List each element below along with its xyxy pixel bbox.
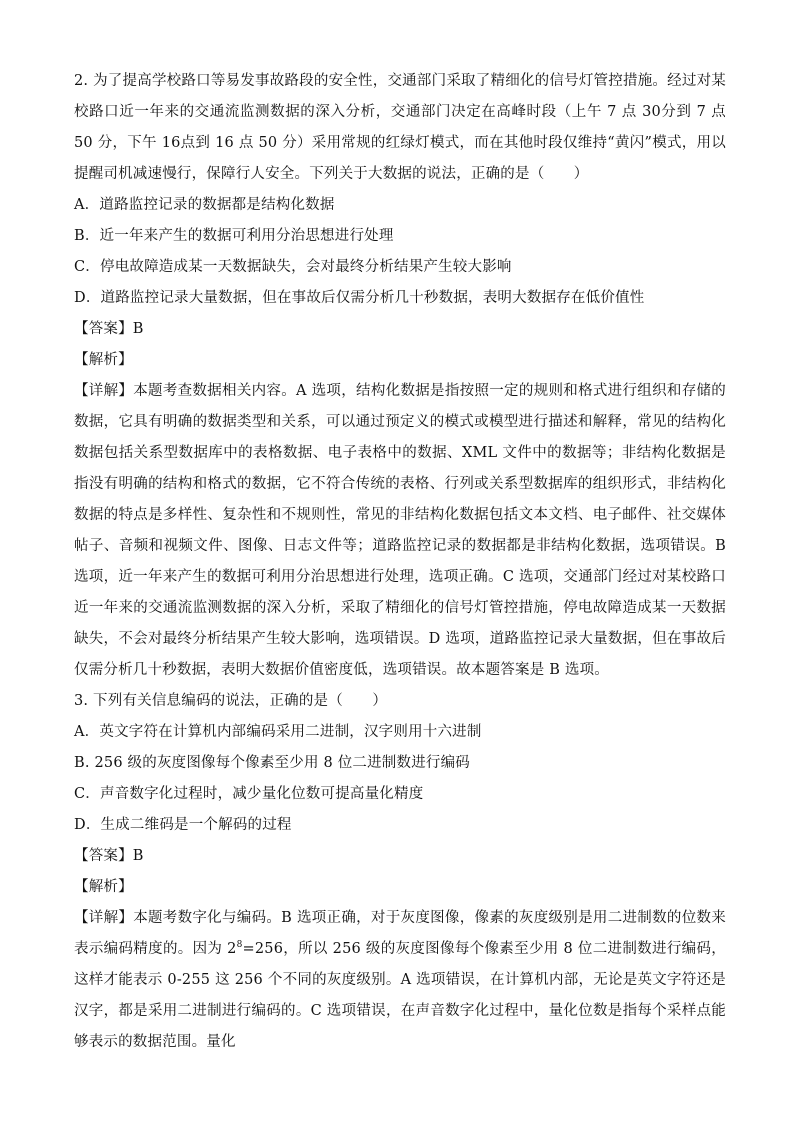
question-2-answer: 【答案】B xyxy=(74,321,144,337)
question-3-answer: 【答案】B xyxy=(74,848,144,864)
question-3-analysis-label: 【解析】 xyxy=(74,879,133,895)
question-2-analysis-label: 【解析】 xyxy=(74,352,133,368)
question-3-detail-part-2: =256，所以 256 级的灰度图像每个像素至少用 8 位二进制数进行编码，这样才能表示 0-255 这 256 个不同的灰度级别。A 选项错误，在计算机内部，无论是英文字符还是汉字，都是采用二进制进行编码的。C 选项错误，在声音数字化过程中，量化位数是指每个采样点能够表示的数据范围。量化 xyxy=(74,941,726,1050)
question-2-option-b: B．近一年来产生的数据可利用分治思想进行处理 xyxy=(74,228,394,244)
document-body xyxy=(74,66,726,1058)
question-3-option-a: A．英文字符在计算机内部编码采用二进制，汉字则用十六进制 xyxy=(74,724,482,740)
question-3-stem: 3. 下列有关信息编码的说法，正确的是（ ） xyxy=(74,693,388,709)
question-3-option-b: B. 256 级的灰度图像每个像素至少用 8 位二进制数进行编码 xyxy=(74,755,471,771)
question-2-option-c: C．停电故障造成某一天数据缺失，会对最终分析结果产生较大影响 xyxy=(74,259,512,275)
question-2-stem: 2. 为了提高学校路口等易发事故路段的安全性，交通部门采取了精细化的信号灯管控措施。经过对某校路口近一年来的交通流监测数据的深入分析，交通部门决定在高峰时段（上午 7 点 30分到 7 点 50 分，下午 16点到 16 点 50 分）采用常规的红绿灯模式，而在其他时段仅维持“黄闪”模式，用以提醒司机减速慢行，保障行人安全。下列关于大数据的说法，正确的是（ ） xyxy=(74,73,726,182)
question-3-option-c: C．声音数字化过程时，减少量化位数可提高量化精度 xyxy=(74,786,424,802)
question-3-detail xyxy=(74,903,726,1058)
question-3-option-d: D．生成二维码是一个解码的过程 xyxy=(74,817,292,833)
question-3-detail-part-1: 【详解】本题考数字化与编码。B 选项正确，对于灰度图像，像素的灰度级别是用二进制数的位数来表示编码精度的。因为 2 xyxy=(74,910,726,957)
question-2-detail: 【详解】本题考查数据相关内容。A 选项，结构化数据是指按照一定的规则和格式进行组织和存储的数据，它具有明确的数据类型和关系，可以通过预定义的模式或模型进行描述和解释，常见的结构化数据包括关系型数据库中的表格数据、电子表格中的数据、XML 文件中的数据等；非结构化数据是指没有明确的结构和格式的数据，它不符合传统的表格、行列或关系型数据库的组织形式，非结构化数据的特点是多样性、复杂性和不规则性，常见的非结构化数据包括文本文档、电子邮件、社交媒体帖子、音频和视频文件、图像、日志文件等；道路监控记录的数据都是非结构化数据，选项错误。B 选项，近一年来产生的数据可利用分治思想进行处理，选项正确。C 选项，交通部门经过对某校路口近一年来的交通流监测数据的深入分析，采取了精细化的信号灯管控措施，停电故障造成某一天数据缺失，不会对最终分析结果产生较大影响，选项错误。D 选项，道路监控记录大量数据，但在事故后仅需分析几十秒数据，表明大数据价值密度低，选项错误。故本题答案是 B 选项。 xyxy=(74,383,726,678)
exponent: 8 xyxy=(236,940,243,951)
question-2-option-d: D．道路监控记录大量数据，但在事故后仅需分析几十秒数据，表明大数据存在低价值性 xyxy=(74,290,645,306)
question-2-option-a: A．道路监控记录的数据都是结构化数据 xyxy=(74,197,335,213)
